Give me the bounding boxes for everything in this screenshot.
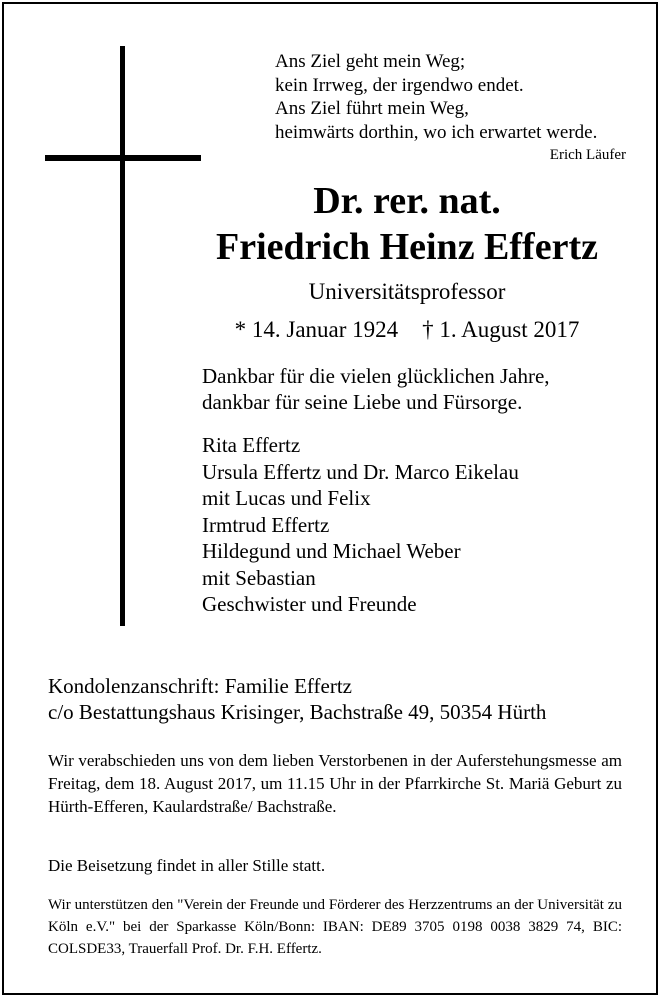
mourner-line: Ursula Effertz und Dr. Marco Eikelau [202, 459, 519, 484]
death-date: † 1. August 2017 [422, 317, 580, 342]
mourner-line: mit Lucas und Felix [202, 486, 371, 510]
profession: Universitätsprofessor [308, 279, 506, 304]
poem [275, 50, 597, 144]
deceased-name: Friedrich Heinz Effertz [216, 226, 598, 268]
donation-note: Wir unterstützen den "Verein der Freunde und Förderer des Herzzentrums an der Universität zu Köln e.V." bei der Sparkasse Köln/Bonn: IBAN: DE89 3705 0198 0038 3829 74, BIC: COLSDE33, Trauerfall Prof. Dr. F.H. Effertz. [48, 897, 622, 957]
mourner-line: Irmtrud Effertz [202, 512, 330, 537]
mourners-list [202, 432, 519, 618]
mourner-line: mit Sebastian [202, 565, 316, 590]
obituary-notice [2, 2, 658, 995]
mourner-line: Hildegund und Michael Weber [202, 539, 461, 563]
condolence-line: Kondolenzanschrift: Familie Effertz [48, 674, 353, 698]
life-dates [174, 314, 640, 346]
poem-line: Ans Ziel geht mein Weg; [275, 51, 466, 72]
cross-icon-crossbar [45, 155, 201, 161]
mourner-line: Geschwister und Freunde [202, 592, 417, 616]
academic-title: Dr. rer. nat. [313, 180, 501, 222]
mourner-line: Rita Effertz [202, 433, 301, 457]
condolence-line: c/o Bestattungshaus Krisinger, Bachstraße 49, 50354 Hürth [48, 700, 547, 724]
gratitude-text [202, 363, 550, 415]
birth-date: * 14. Januar 1924 [234, 317, 399, 342]
gratitude-line: Dankbar für die vielen glücklichen Jahre, [202, 364, 550, 388]
gratitude-line: dankbar für seine Liebe und Fürsorge. [202, 390, 523, 414]
poem-line: heimwärts dorthin, wo ich erwartet werde. [275, 121, 598, 143]
condolence-address [48, 673, 546, 725]
service-announcement: Wir verabschieden uns von dem lieben Verstorbenen in der Auferstehungsmesse am Freitag, dem 18. August 2017, um 11.15 Uhr in der Pfarrkirche St. Mariä Geburt zu Hürth-Efferen, Kaulardstraße/ Bachstraße. [48, 751, 622, 816]
burial-note: Die Beisetzung findet in aller Stille statt. [48, 856, 326, 875]
poem-line: kein Irrweg, der irgendwo endet. [275, 74, 524, 96]
cross-icon [120, 46, 125, 626]
poem-line: Ans Ziel führt mein Weg, [275, 98, 469, 119]
poem-author: Erich Läufer [549, 147, 626, 163]
